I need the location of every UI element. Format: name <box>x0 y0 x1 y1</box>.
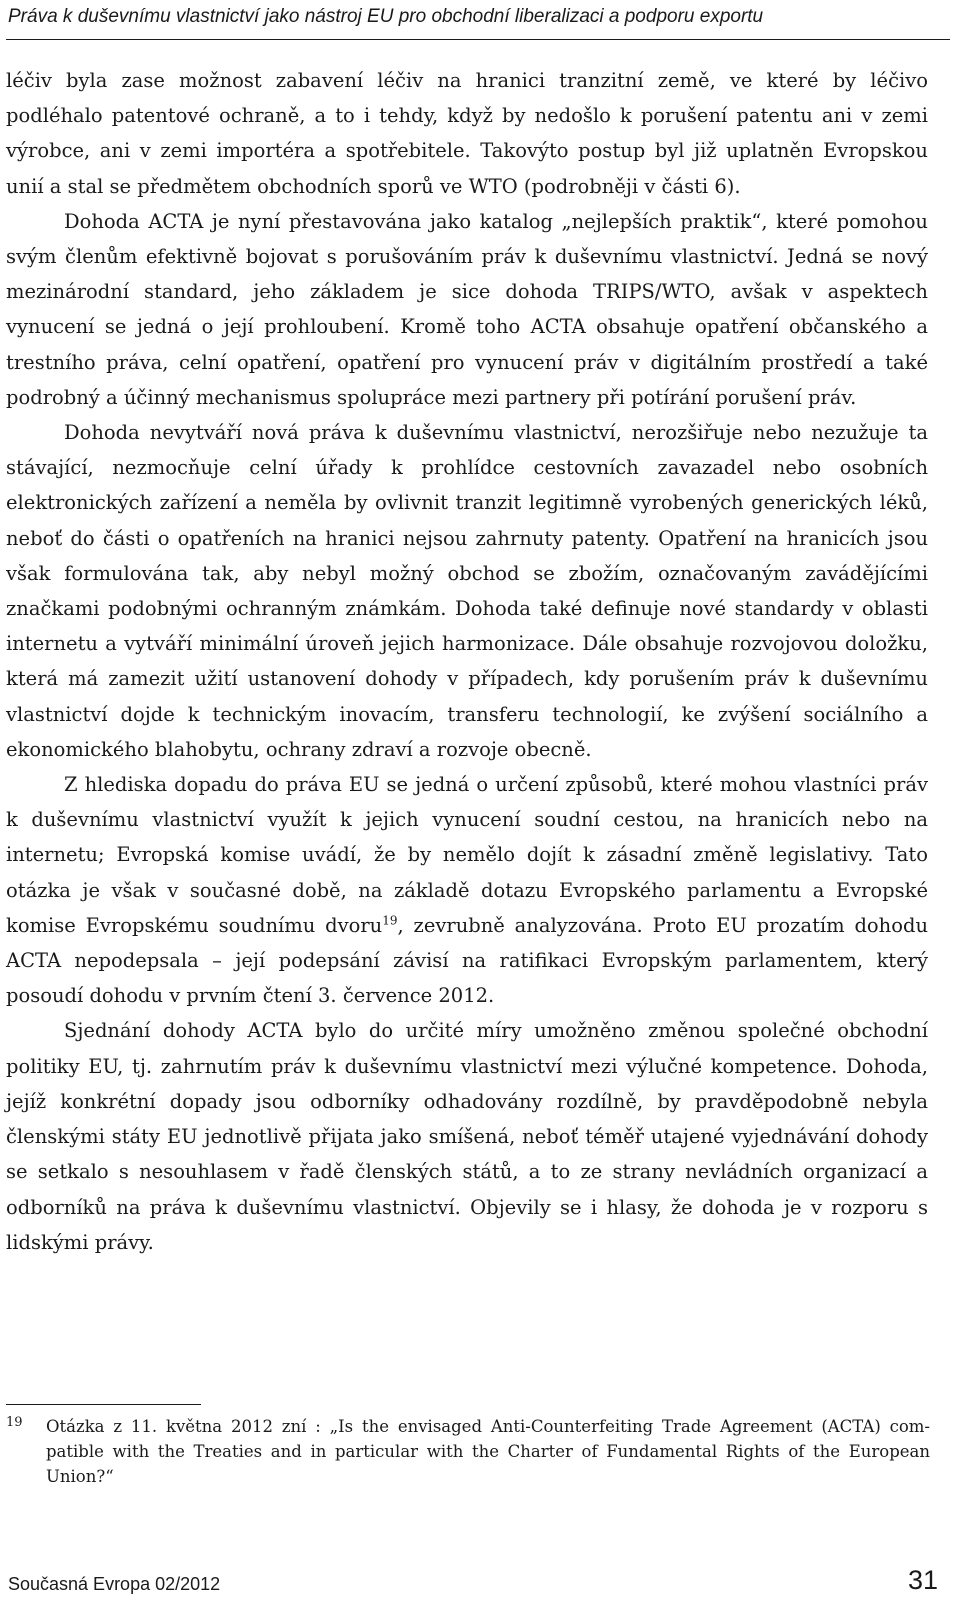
footnote-divider <box>6 1404 201 1405</box>
article-body <box>6 63 928 1260</box>
journal-footer: Současná Evropa 02/2012 <box>8 1574 221 1594</box>
paragraph-5: Sjednání dohody ACTA bylo do určité míry umožněno změnou společné obchodní politiky EU, tj. zahrnutím práv k duševnímu vlastnictví mezi výlučné kompetence. Dohoda, jejíž konkrétní dopady jsou odborníky odhadovány rozdílně, by pravděpodobně nebyla členskými státy EU jednotlivě přijata jako smíšená, neboť téměř utajené vyjednávání dohody se setkalo s nesouhlasem v řadě členských států, a to ze strany nevládních organizací a odborníků na práva k duševnímu vlastnictví. Objevily se i hlasy, že dohoda je v rozporu s lidskými právy. <box>6 1019 928 1254</box>
running-header: Práva k duševnímu vlastnictví jako nástroj EU pro obchodní liberalizaci a podporu exportu <box>8 6 764 27</box>
footnote-text: Otázka z 11. května 2012 zní : „Is the envisaged Anti-Counterfeiting Trade Agreement (ACTA) compatible with the Treaties and in particular with the Charter of Fundamental Rights of the European Union?“ <box>46 1417 930 1486</box>
paragraph-4-text-before-note: Z hlediska dopadu do práva EU se jedná o určení způsobů, které mohou vlastníci práv k duševnímu vlastnictví využít k jejich vynucení soudní cestou, na hranicích nebo na internetu; Evropská komise uvádí, že by nemělo dojít k zásadní změně legislativy. Tato otázka je však v současné době, na základě dotazu Evropského parlamentu a Evropské komise Evropskému soudnímu dvoru <box>6 773 928 937</box>
header-divider <box>6 39 950 40</box>
paragraph-4 <box>6 767 928 1013</box>
footnote-number: 19 <box>6 1415 23 1430</box>
footnote <box>6 1414 930 1489</box>
paragraph-3: Dohoda nevytváří nová práva k duševnímu vlastnictví, nerozšiřuje nebo nezužuje ta stávající, nezmocňuje celní úřady k prohlídce cestovních zavazadel nebo osobních elektronických zařízení a neměla by ovlivnit tranzit legitimně vyrobených generických léků, neboť do části o opatřeních na hranici nejsou zahrnuty patenty. Opatření na hranicích jsou však formulována tak, aby nebyl možný obchod se zbožím, označovaným zavádějícími značkami podobnými ochranným známkám. Dohoda také definuje nové standardy v oblasti internetu a vytváří minimální úroveň jejich harmonizace. Dále obsahuje rozvojovou doložku, která má zamezit užití ustanovení dohody v případech, kdy porušením práv k duševnímu vlastnictví dojde k technickým inovacím, transferu technologií, ke zvýšení sociálního a ekonomického blahobytu, ochrany zdraví a rozvoje obecně. <box>6 421 928 761</box>
paragraph-4-text-after-note: , zevrubně analyzována. Proto EU prozatím dohodu ACTA nepodepsala – její podepsání závisí na ratifikaci Evropským parlamentem, který posoudí dohodu v prvním čtení 3. července 2012. <box>6 913 929 1008</box>
footnote-reference: 19 <box>382 913 398 928</box>
paragraph-1: léčiv byla zase možnost zabavení léčiv na hranici tranzitní země, ve které by léčivo podléhalo patentové ochraně, a to i tehdy, když by nedošlo k porušení patentu ani v zemi výrobce, ani v zemi importéra a spotřebitele. Takovýto postup byl již uplatněn Evropskou unií a stal se předmětem obchodních sporů ve WTO (podrobněji v části 6). <box>6 69 928 198</box>
page-number: 31 <box>907 1565 938 1595</box>
paragraph-2: Dohoda ACTA je nyní přestavována jako katalog „nejlepších praktik“, které pomohou svým členům efektivně bojovat s porušováním práv k duševnímu vlastnictví. Jedná se nový mezinárodní standard, jeho základem je sice dohoda TRIPS/WTO, avšak v aspektech vynucení se jedná o její prohloubení. Kromě toho ACTA obsahuje opatření občanského a trestního práva, celní opatření, opatření pro vynucení práv v digitálním prostředí a také podrobný a účinný mechanismus spolupráce mezi partnery při potírání porušení práv. <box>6 209 928 409</box>
